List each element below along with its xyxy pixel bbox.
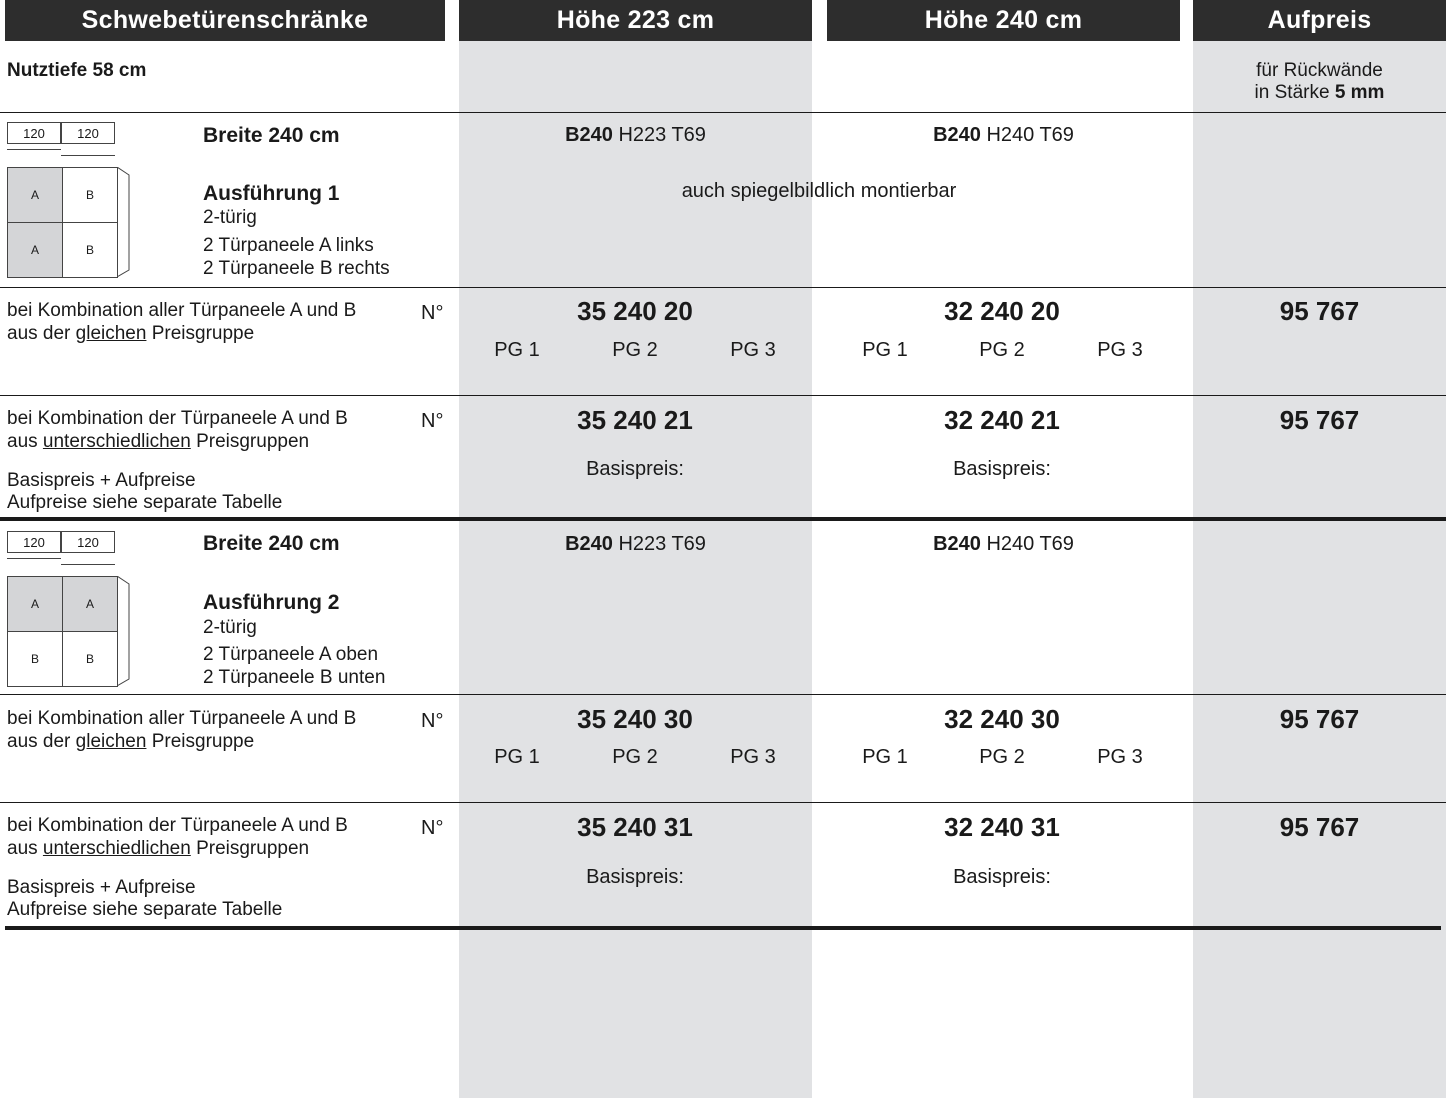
price-group: PG 2 [979, 339, 1025, 361]
aufpreis-number: 95 767 [1279, 296, 1360, 326]
aufpreis-note-line1: für Rückwände [1256, 60, 1383, 81]
price-group: PG 2 [612, 746, 658, 768]
size-rest: H223 T69 [618, 124, 706, 146]
divider [0, 395, 1446, 396]
row-desc-post: Preisgruppe [151, 731, 255, 752]
row-desc-line1: bei Kombination der Türpaneele A und B [7, 815, 348, 836]
ausfuehrung-desc: 2 Türpaneele A links [203, 235, 374, 256]
header-title: Schwebetürenschränke [5, 0, 445, 41]
price-group: PG 3 [730, 339, 776, 361]
article-number-h223: 35 240 30 [577, 704, 693, 734]
dimension-line [7, 558, 61, 559]
row-desc-line2 [7, 323, 254, 345]
price-group: PG 3 [1097, 746, 1143, 768]
cabinet-side-icon [117, 167, 133, 278]
header-height-223: Höhe 223 cm [459, 0, 812, 41]
size-width: B240 [565, 124, 613, 146]
divider [0, 694, 1446, 695]
aufpreis-number: 95 767 [1279, 812, 1360, 842]
panel-cell: B [62, 631, 118, 687]
section-divider [0, 517, 1446, 521]
row-desc-underlined: unterschiedlichen [42, 431, 191, 452]
divider [0, 287, 1446, 288]
price-group: PG 1 [862, 339, 908, 361]
dimension-left: 120 [7, 122, 61, 144]
row-desc-line2 [7, 731, 254, 753]
divider [0, 112, 1446, 113]
row-desc-pre: aus der [7, 323, 71, 344]
ausfuehrung-label: Ausführung 2 [203, 591, 340, 614]
section-divider [5, 926, 1441, 930]
nutztiefe-label: Nutztiefe 58 cm [7, 60, 147, 81]
row-desc-line1: bei Kombination aller Türpaneele A und B [7, 708, 357, 729]
article-number-h240: 32 240 21 [944, 405, 1060, 435]
basispreis-label: Basispreis: [586, 866, 684, 888]
article-number-h240: 32 240 30 [944, 704, 1060, 734]
ausfuehrung-desc: 2 Türpaneele B rechts [203, 258, 390, 279]
ausfuehrung-desc: 2-türig [203, 207, 257, 228]
size-rest: H240 T69 [986, 533, 1074, 555]
basispreis-label: Basispreis: [953, 458, 1051, 480]
row-note: Aufpreise siehe separate Tabelle [7, 492, 283, 513]
row-desc-line1: bei Kombination aller Türpaneele A und B [7, 300, 357, 321]
size-code-h240 [827, 124, 1180, 146]
size-width: B240 [933, 533, 981, 555]
price-group: PG 1 [862, 746, 908, 768]
panel-cell: A [7, 222, 63, 278]
row-desc-line2 [7, 431, 309, 453]
ausfuehrung-desc: 2 Türpaneele A oben [203, 644, 379, 665]
row-desc-line2 [7, 838, 309, 860]
size-width: B240 [933, 124, 981, 146]
panel-cell: A [62, 576, 118, 632]
price-group: PG 2 [612, 339, 658, 361]
dimension-left: 120 [7, 531, 61, 553]
panel-cell: A [7, 576, 63, 632]
breite-label: Breite 240 cm [203, 124, 340, 147]
number-symbol: N° [421, 302, 444, 324]
dimension-line [61, 155, 115, 156]
aufpreis-number: 95 767 [1279, 704, 1360, 734]
size-rest: H240 T69 [986, 124, 1074, 146]
price-group: PG 1 [494, 746, 540, 768]
row-note: Aufpreise siehe separate Tabelle [7, 899, 283, 920]
basispreis-label: Basispreis: [953, 866, 1051, 888]
dimension-line [7, 149, 61, 150]
row-desc-underlined: gleichen [75, 731, 147, 752]
size-code-h223 [459, 533, 812, 555]
panel-cell: B [62, 222, 118, 278]
row-desc-underlined: unterschiedlichen [42, 838, 191, 859]
row-desc-pre: aus [7, 838, 38, 859]
header-aufpreis: Aufpreis [1193, 0, 1446, 41]
cabinet-side-icon [117, 576, 133, 687]
number-symbol: N° [421, 710, 444, 732]
size-rest: H223 T69 [618, 533, 706, 555]
basispreis-label: Basispreis: [586, 458, 684, 480]
number-symbol: N° [421, 817, 444, 839]
price-group: PG 3 [730, 746, 776, 768]
column-shade-aufpreis [1193, 41, 1446, 1098]
row-desc-post: Preisgruppe [151, 323, 255, 344]
article-number-h223: 35 240 31 [577, 812, 693, 842]
row-note: Basispreis + Aufpreise [7, 470, 196, 491]
row-desc-line1: bei Kombination der Türpaneele A und B [7, 408, 348, 429]
aufpreis-note-line2 [1193, 82, 1446, 104]
row-note: Basispreis + Aufpreise [7, 877, 196, 898]
price-group: PG 1 [494, 339, 540, 361]
ausfuehrung-desc: 2-türig [203, 617, 257, 638]
aufpreis-number: 95 767 [1279, 405, 1360, 435]
article-number-h223: 35 240 21 [577, 405, 693, 435]
header-height-240: Höhe 240 cm [827, 0, 1180, 41]
size-code-h240 [827, 533, 1180, 555]
article-number-h240: 32 240 31 [944, 812, 1060, 842]
ausfuehrung-label: Ausführung 1 [203, 182, 340, 205]
breite-label: Breite 240 cm [203, 532, 340, 555]
article-number-h240: 32 240 20 [944, 296, 1060, 326]
panel-cell: B [62, 167, 118, 223]
panel-cell: A [7, 167, 63, 223]
size-width: B240 [565, 533, 613, 555]
dimension-right: 120 [61, 122, 115, 144]
ausfuehrung-desc: 2 Türpaneele B unten [203, 667, 386, 688]
dimension-line [61, 564, 115, 565]
row-desc-post: Preisgruppen [196, 838, 310, 859]
dimension-right: 120 [61, 531, 115, 553]
size-code-h223 [459, 124, 812, 146]
article-number-h223: 35 240 20 [577, 296, 693, 326]
price-group: PG 3 [1097, 339, 1143, 361]
number-symbol: N° [421, 410, 444, 432]
row-desc-pre: aus der [7, 731, 71, 752]
row-desc-underlined: gleichen [75, 323, 147, 344]
panel-cell: B [7, 631, 63, 687]
aufpreis-note-thickness: 5 mm [1334, 82, 1385, 103]
row-desc-post: Preisgruppen [196, 431, 310, 452]
aufpreis-note-prefix: in Stärke [1254, 82, 1330, 103]
mirror-note: auch spiegelbildlich montierbar [681, 180, 957, 202]
price-group: PG 2 [979, 746, 1025, 768]
divider [0, 802, 1446, 803]
row-desc-pre: aus [7, 431, 38, 452]
